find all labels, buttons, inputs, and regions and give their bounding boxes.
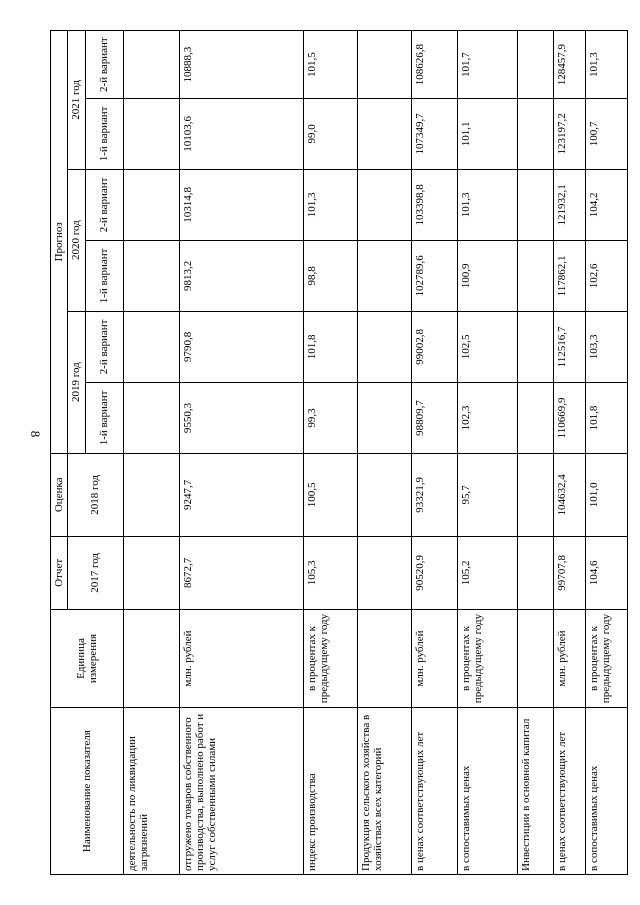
row-unit: млн. рублей [411, 609, 457, 708]
value-cell [123, 453, 179, 536]
header-variant-1: 1-й вариант [85, 241, 123, 311]
row-unit: млн. рублей [179, 609, 303, 708]
value-cell [517, 383, 553, 453]
value-cell: 101,3 [457, 169, 517, 241]
value-cell: 101,5 [303, 31, 357, 99]
value-cell: 98,8 [303, 241, 357, 311]
value-cell: 101,3 [303, 169, 357, 241]
header-year-2021: 2021 год [68, 31, 85, 170]
row-name: в сопоставимых ценах [585, 708, 627, 875]
value-cell: 117862,1 [553, 241, 585, 311]
row-unit [517, 609, 553, 708]
value-cell [357, 311, 411, 383]
table-row [585, 31, 627, 875]
value-cell: 10314,8 [179, 169, 303, 241]
row-unit: в процентах к предыдущему году [303, 609, 357, 708]
value-cell [517, 453, 553, 536]
row-name: Продукция сельского хозяйства в хозяйствах всех категорий [357, 708, 411, 875]
table-row [457, 31, 517, 875]
table-row [517, 31, 553, 875]
row-name: в сопоставимых ценах [457, 708, 517, 875]
value-cell: 103,3 [585, 311, 627, 383]
value-cell: 102,6 [585, 241, 627, 311]
value-cell: 112516,7 [553, 311, 585, 383]
header-year-2019: 2019 год [68, 311, 85, 453]
row-unit: млн. рублей [553, 609, 585, 708]
rotated-page [50, 30, 610, 875]
row-unit [357, 609, 411, 708]
header-name: Наименование показателя [51, 708, 124, 875]
value-cell [357, 383, 411, 453]
value-cell: 10103,6 [179, 99, 303, 169]
value-cell: 8672,7 [179, 536, 303, 609]
value-cell: 100,5 [303, 453, 357, 536]
value-cell [123, 99, 179, 169]
table-row [179, 31, 303, 875]
header-variant-1: 1-й вариант [85, 383, 123, 453]
header-report: Отчет [51, 536, 68, 609]
header-unit: Единица измерения [51, 609, 124, 708]
value-cell [517, 241, 553, 311]
value-cell: 103398,8 [411, 169, 457, 241]
row-name: Инвестиции в основной капитал [517, 708, 553, 875]
value-cell: 101,3 [585, 31, 627, 99]
value-cell: 99,3 [303, 383, 357, 453]
value-cell: 9813,2 [179, 241, 303, 311]
header-year-2018: 2018 год [68, 453, 123, 536]
table-body [123, 31, 627, 875]
header-variant-2: 2-й вариант [85, 311, 123, 383]
table-row [123, 31, 179, 875]
value-cell [357, 99, 411, 169]
value-cell: 101,8 [303, 311, 357, 383]
value-cell: 107349,7 [411, 99, 457, 169]
value-cell: 100,9 [457, 241, 517, 311]
table-row [411, 31, 457, 875]
row-name: отгружено товаров собственного производства, выполнено работ и услуг собственными силами [179, 708, 303, 875]
value-cell [357, 31, 411, 99]
value-cell: 99,0 [303, 99, 357, 169]
value-cell [123, 536, 179, 609]
header-estimate: Оценка [51, 453, 68, 536]
value-cell: 102789,6 [411, 241, 457, 311]
value-cell: 105,2 [457, 536, 517, 609]
header-year-2017: 2017 год [68, 536, 123, 609]
value-cell [357, 453, 411, 536]
value-cell: 98809,7 [411, 383, 457, 453]
row-name: в ценах соответствующих лет [411, 708, 457, 875]
value-cell [123, 169, 179, 241]
value-cell: 93321,9 [411, 453, 457, 536]
value-cell [357, 169, 411, 241]
table-row [303, 31, 357, 875]
table-row [357, 31, 411, 875]
header-row [51, 31, 68, 875]
value-cell [517, 169, 553, 241]
value-cell: 128457,9 [553, 31, 585, 99]
value-cell: 104,2 [585, 169, 627, 241]
value-cell [123, 383, 179, 453]
value-cell [517, 99, 553, 169]
value-cell: 101,0 [585, 453, 627, 536]
value-cell: 108626,8 [411, 31, 457, 99]
value-cell [123, 311, 179, 383]
value-cell [357, 241, 411, 311]
row-unit: в процентах к предыдущему году [457, 609, 517, 708]
value-cell: 110669,9 [553, 383, 585, 453]
value-cell: 105,3 [303, 536, 357, 609]
value-cell: 102,5 [457, 311, 517, 383]
value-cell [517, 536, 553, 609]
value-cell: 90520,9 [411, 536, 457, 609]
value-cell [123, 31, 179, 99]
value-cell: 101,8 [585, 383, 627, 453]
value-cell: 121932,1 [553, 169, 585, 241]
table-row [553, 31, 585, 875]
row-unit [123, 609, 179, 708]
value-cell: 102,3 [457, 383, 517, 453]
value-cell: 9550,3 [179, 383, 303, 453]
row-unit: в процентах к предыдущему году [585, 609, 627, 708]
value-cell: 10888,3 [179, 31, 303, 99]
value-cell [517, 31, 553, 99]
header-variant-2: 2-й вариант [85, 31, 123, 99]
header-variant-2: 2-й вариант [85, 169, 123, 241]
value-cell: 9790,8 [179, 311, 303, 383]
value-cell [123, 241, 179, 311]
row-name: деятельность по ликвидации загрязнений [123, 708, 179, 875]
value-cell: 101,7 [457, 31, 517, 99]
forecast-table [50, 30, 628, 875]
value-cell: 95,7 [457, 453, 517, 536]
page-number: 8 [28, 430, 43, 438]
value-cell [357, 536, 411, 609]
value-cell [517, 311, 553, 383]
header-year-2020: 2020 год [68, 169, 85, 311]
value-cell: 99707,8 [553, 536, 585, 609]
header-variant-1: 1-й вариант [85, 99, 123, 169]
value-cell: 99002,8 [411, 311, 457, 383]
value-cell: 101,1 [457, 99, 517, 169]
value-cell: 123197,2 [553, 99, 585, 169]
header-forecast: Прогноз [51, 31, 68, 454]
row-name: в ценах соответствующих лет [553, 708, 585, 875]
value-cell: 100,7 [585, 99, 627, 169]
value-cell: 104,6 [585, 536, 627, 609]
value-cell: 9247,7 [179, 453, 303, 536]
row-name: индекс производства [303, 708, 357, 875]
value-cell: 104632,4 [553, 453, 585, 536]
